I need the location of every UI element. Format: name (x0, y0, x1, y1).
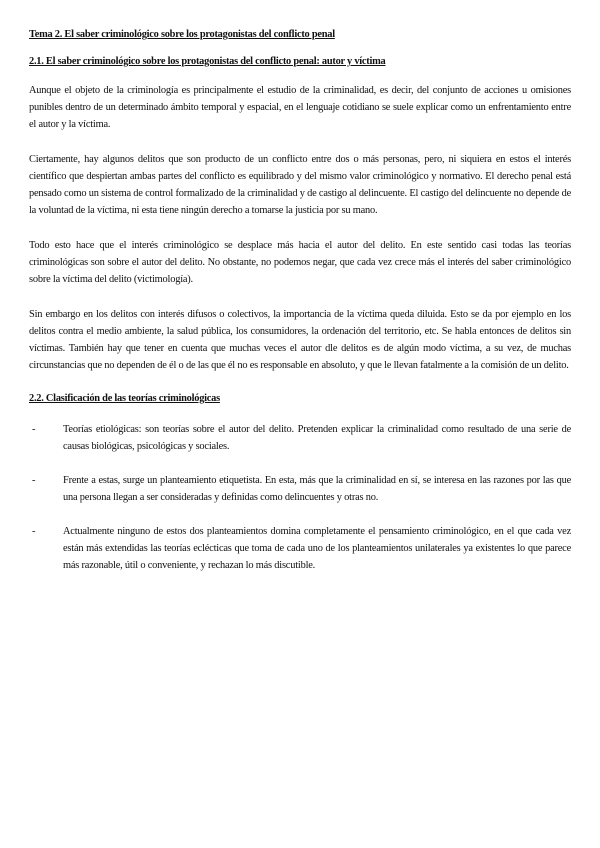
paragraph: Todo esto hace que el interés criminológico se desplace más hacia el autor del delito. En este sentido casi todas las teorías criminológicas son sobre el autor del delito. No obstante, no podemos negar, que cada vez crece más el interés del saber criminológico sobre la víctima del delito (victimología). (29, 240, 571, 285)
theory-list (29, 421, 571, 574)
list-item-text: Actualmente ninguno de estos dos planteamientos domina completamente el pensamiento criminológico, en el que cada vez están más extendidas las teorías eclécticas que toma de cada uno de los planteamientos unilaterales ya existentes lo que parece más razonable, útil o conveniente, y rechazan lo más discutible. (63, 526, 571, 571)
bullet-dash: - (32, 424, 36, 435)
paragraph: Aunque el objeto de la criminología es principalmente el estudio de la criminalidad, es decir, del conjunto de acciones u omisiones punibles dentro de un determinado ámbito temporal y espacial, en el lenguaje cotidiano se suele explicar como un enfrentamiento entre el autor y la víctima. (29, 85, 571, 130)
list-item-text: Teorías etiológicas: son teorías sobre el autor del delito. Pretenden explicar la criminalidad como resultado de una serie de causas biológicas, psicológicas y sociales. (63, 424, 571, 452)
document-title: Tema 2. El saber criminológico sobre los protagonistas del conflicto penal (29, 29, 335, 40)
list-item (29, 421, 571, 455)
list-item-text: Frente a estas, surge un planteamiento etiquetista. En esta, más que la criminalidad en sí, se interesa en las razones por las que una persona llegan a ser consideradas y definidas como delincuentes y otras no. (63, 475, 571, 503)
bullet-dash: - (32, 475, 36, 486)
list-item (29, 523, 571, 574)
paragraph: Ciertamente, hay algunos delitos que son producto de un conflicto entre dos o más personas, pero, ni siquiera en estos el interés científico que despiertan ambas partes del conflicto es equilibrado y del mismo valor criminológico y normativo. El derecho penal está pensado como un sistema de control formalizado de la criminalidad y de castigo al delincuente. El castigo del delincuente no depende de la voluntad de la víctima, ni esta tiene ningún derecho a tomarse la justicia por su mano. (29, 154, 571, 216)
list-item (29, 472, 571, 506)
section-heading-2-2: 2.2. Clasificación de las teorías criminológicas (29, 393, 220, 404)
document-page (29, 28, 571, 591)
bullet-dash: - (32, 526, 36, 537)
paragraph: Sin embargo en los delitos con interés difusos o colectivos, la importancia de la víctima queda diluida. Esto se da por ejemplo en los delitos contra el medio ambiente, la salud pública, los consumidores, la ordenación del territorio, etc. Se habla entonces de delitos sin víctimas. También hay que tener en cuenta que muchas veces el autor dle delitos es de algún modo víctima, a su vez, de muchas circunstancias que no dependen de él o de las que él no es responsable en absoluto, y que le llevan fatalmente a la comisión de un delito. (29, 309, 571, 371)
section-heading-2-1: 2.1. El saber criminológico sobre los protagonistas del conflicto penal: autor y víctima (29, 56, 386, 67)
